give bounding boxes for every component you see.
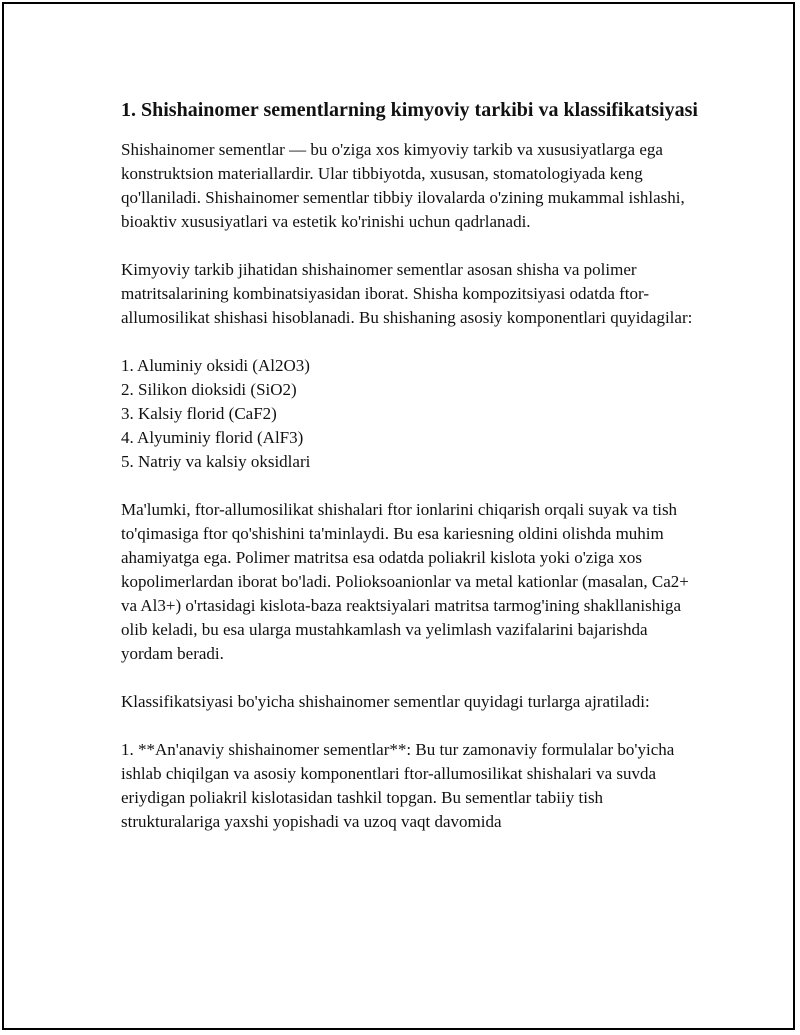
- list-item: 5. Natriy va kalsiy oksidlari: [121, 452, 311, 471]
- section-heading: 1. Shishainomer sementlarning kimyoviy tarkibi va klassifikatsiyasi: [121, 99, 698, 121]
- classification-item-1: 1. **An'anaviy shishainomer sementlar**: Bu tur zamonaviy formulalar bo'yicha ishlab chiqilgan va asosiy komponentlari ftor-allumosilikat shishalari va suvda eriydigan poliakril kislotasidan tashkil topgan. Bu sementlar tabiiy tish strukturalariga yaxshi yopishadi va uzoq vaqt davomida: [121, 740, 675, 831]
- paragraph-gap: [121, 714, 701, 738]
- list-item: 2. Silikon dioksidi (SiO2): [121, 380, 297, 399]
- list-item: 4. Alyuminiy florid (AlF3): [121, 428, 304, 447]
- intro-paragraph: Shishainomer sementlar — bu o'ziga xos kimyoviy tarkib va xususiyatlarga ega konstruktsion materiallardir. Ular tibbiyotda, xususan, stomatologiyada keng qo'llaniladi. Shishainomer sementlar tibbiy ilovalarda o'zining mukammal ishlashi, bioaktiv xususiyatlari va estetik ko'rinishi uchun qadrlanadi.: [121, 140, 685, 231]
- document-body: [121, 96, 701, 834]
- paragraph-gap: [121, 474, 701, 498]
- paragraph-gap: [121, 330, 701, 354]
- composition-paragraph: Kimyoviy tarkib jihatidan shishainomer sementlar asosan shisha va polimer matritsalarining kombinatsiyasidan iborat. Shisha kompozitsiyasi odatda ftor-allumosilikat shishasi hisoblanadi. Bu shishaning asosiy komponentlari quyidagilar:: [121, 260, 693, 327]
- page-frame: [2, 2, 795, 1030]
- classification-intro: Klassifikatsiyasi bo'yicha shishainomer sementlar quyidagi turlarga ajratiladi:: [121, 692, 650, 711]
- components-list: [121, 354, 701, 474]
- paragraph-gap: [121, 234, 701, 258]
- fluoride-paragraph: Ma'lumki, ftor-allumosilikat shishalari ftor ionlarini chiqarish orqali suyak va tish to'qimasiga ftor qo'shishini ta'minlaydi. Bu esa kariesning oldini olishda muhim ahamiyatga ega. Polimer matritsa esa odatda poliakril kislota yoki o'ziga xos kopolimerlardan iborat bo'ladi. Polioksoanionlar va metal kationlar (masalan, Ca2+ va Al3+) o'rtasidagi kislota-baza reaktsiyalari matritsa tarmog'ining shakllanishiga olib keladi, bu esa ularga mustahkamlash va yelimlash vazifalarini bajarishda yordam beradi.: [121, 500, 689, 663]
- paragraph-gap: [121, 666, 701, 690]
- list-item: 3. Kalsiy florid (CaF2): [121, 404, 277, 423]
- list-item: 1. Aluminiy oksidi (Al2O3): [121, 356, 310, 375]
